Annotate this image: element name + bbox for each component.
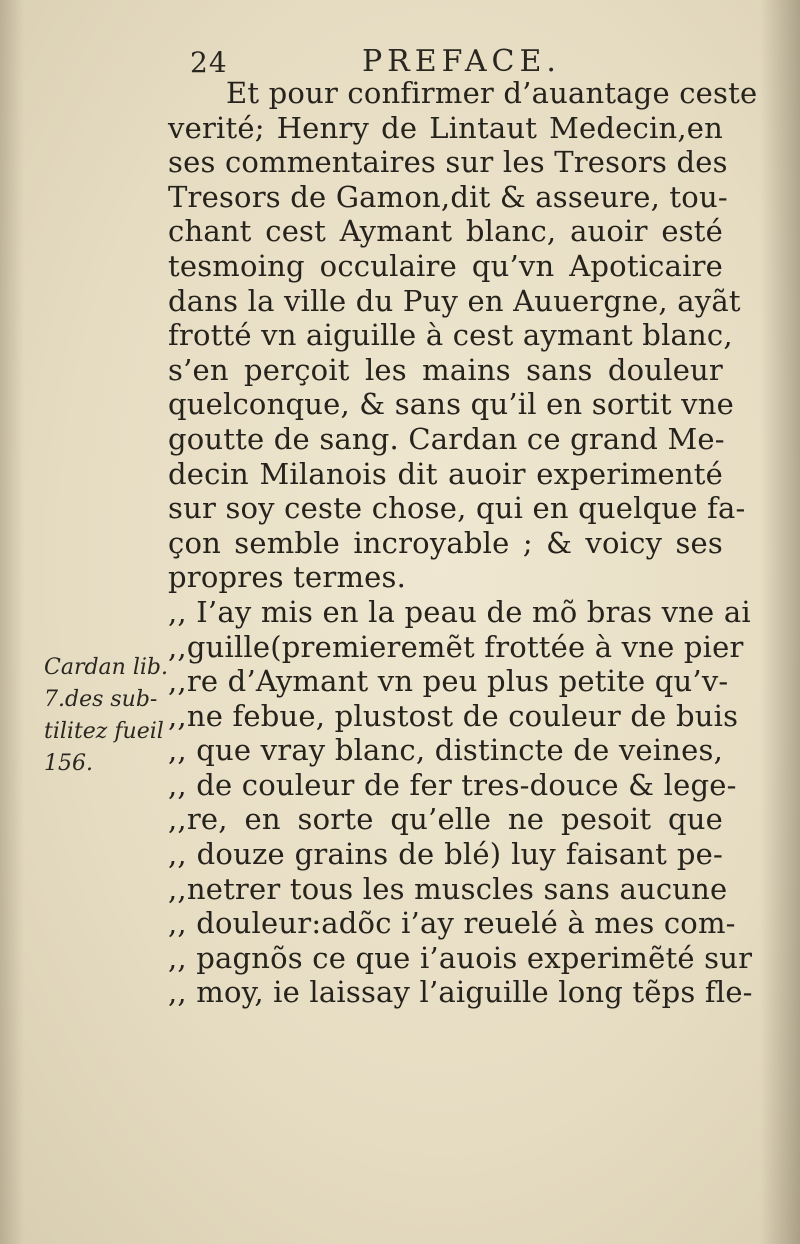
text-line: sur soy ceste chose, qui en quelque fa- (168, 491, 746, 526)
text-line: decin Milanois dit auoir experimenté (168, 456, 723, 491)
running-head: PREFACE. (362, 44, 561, 79)
text-line: chant cest Aymant blanc, auoir esté (168, 214, 723, 249)
text-line: frotté vn aiguille à cest aymant blanc, (168, 318, 733, 353)
text-line: ses commentaires sur les Tresors des (168, 145, 728, 180)
quote-line: ,,netrer tous les muscles sans aucune (168, 871, 728, 906)
text-line: Et pour confirmer d’auantage ceste (226, 76, 758, 110)
marginal-note-line: Cardan lib. (44, 655, 168, 680)
quote-line: ,, douleur:adõc i’ay reuelé à mes com- (168, 906, 736, 941)
text-line: verité; Henry de Lintaut Medecin,en (168, 110, 723, 145)
quote-line: ,, de couleur de fer tres-douce & lege- (168, 767, 737, 802)
text-line: goutte de sang. Cardan ce grand Me- (168, 421, 725, 456)
text-line: dans la ville du Puy en Auuergne, ayãt (168, 283, 741, 318)
quote-line: ,,re d’Aymant vn peu plus petite qu’v- (168, 664, 729, 699)
marginal-note-line: 156. (44, 751, 93, 776)
text-line: quelconque, & sans qu’il en sortit vne (168, 387, 734, 422)
marginal-note-line: 7.des sub- (44, 687, 158, 712)
text-line: Tresors de Gamon,dit & asseure, tou- (168, 179, 728, 214)
quote-line: ,,ne febue, plustost de couleur de buis (168, 698, 739, 733)
page-left-edge (0, 0, 24, 1244)
quote-line: ,, pagnõs ce que i’auois experimẽté sur (168, 940, 753, 975)
quote-line: ,, I’ay mis en la peau de mõ bras vne ai (168, 594, 751, 629)
quote-line: ,,re, en sorte qu’elle ne pesoit que (168, 802, 723, 837)
page-gutter-shadow (760, 0, 800, 1244)
quote-line: ,, que vray blanc, distincte de veines, (168, 733, 724, 768)
text-line: propres termes. (168, 560, 407, 595)
page-header (190, 40, 710, 80)
marginal-note (44, 652, 168, 780)
quote-line: ,, moy, ie laissay l’aiguille long tẽps fle- (168, 975, 753, 1010)
quote-line: ,,guille(premieremẽt frottée à vne pier (168, 629, 744, 664)
page-number: 24 (190, 46, 228, 79)
body-text (168, 76, 758, 1010)
text-line: çon semble incroyable ; & voicy ses (168, 525, 723, 560)
quote-line: ,, douze grains de blé) luy faisant pe- (168, 837, 723, 872)
text-line: tesmoing occulaire qu’vn Apoticaire (168, 248, 723, 283)
marginal-note-line: tilitez fueil (44, 719, 164, 744)
text-line: s’en perçoit les mains sans douleur (168, 352, 723, 387)
